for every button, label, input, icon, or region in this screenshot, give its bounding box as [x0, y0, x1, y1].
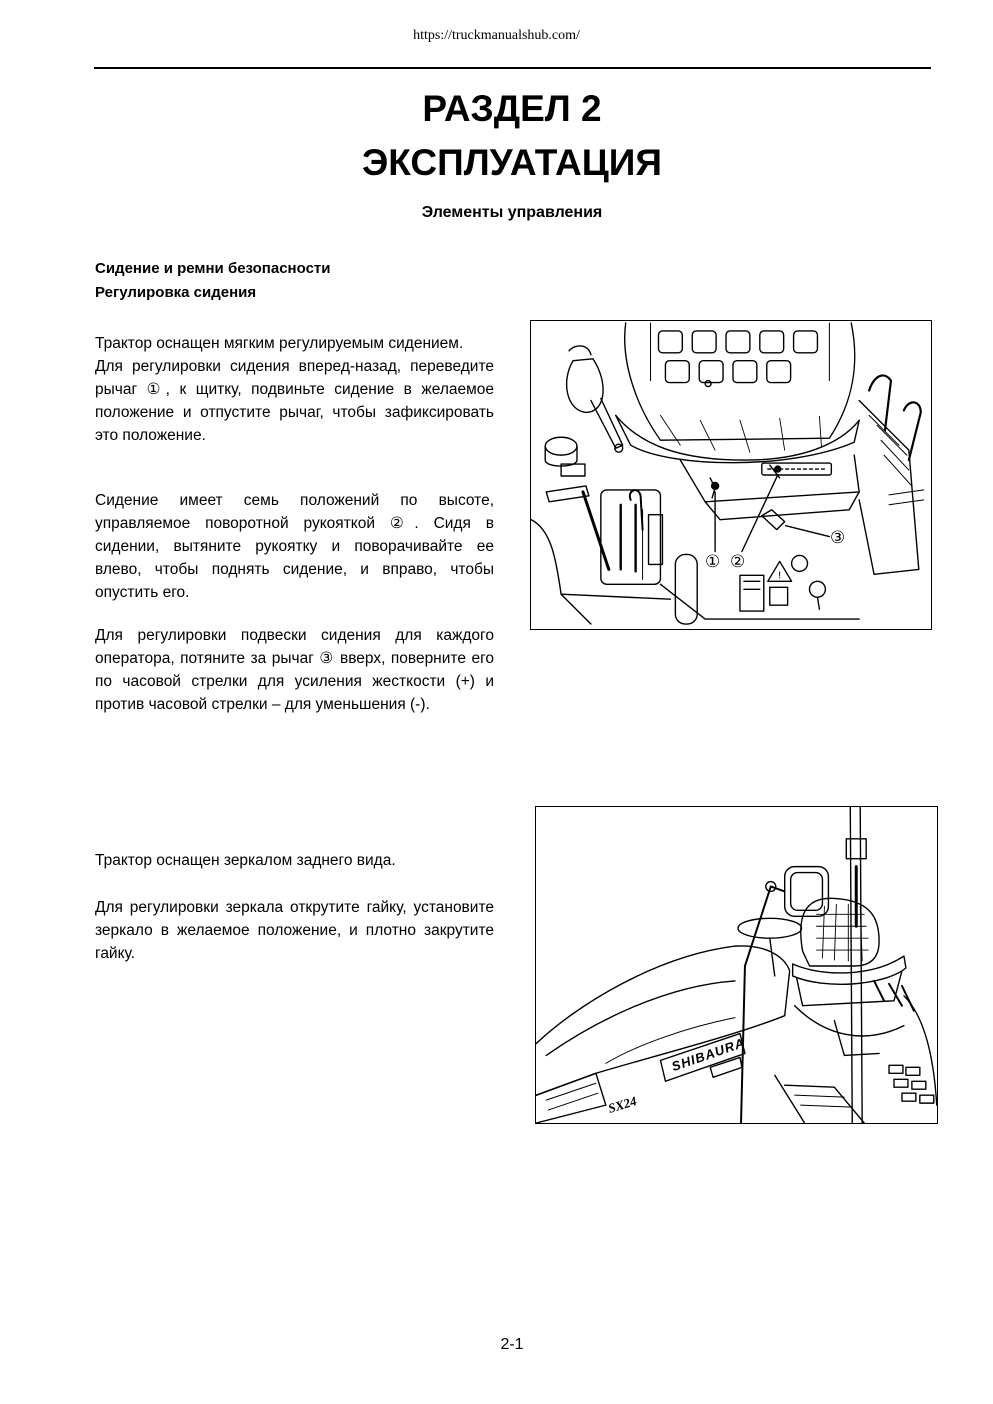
section-name-title: ЭКСПЛУАТАЦИЯ — [361, 142, 662, 183]
section-number-title: РАЗДЕЛ 2 — [422, 88, 602, 129]
tractor-brand-decal: SHIBAURA — [669, 1034, 747, 1075]
heading-seat-belts: Сидение и ремни безопасности — [95, 260, 331, 277]
paragraph-mirror-intro: Трактор оснащен зеркалом заднего вида. — [95, 852, 396, 869]
svg-text:!: ! — [777, 570, 782, 582]
section-subtitle: Элементы управления — [421, 204, 603, 221]
tractor-model-decal: SX24 — [606, 1093, 639, 1116]
callout-3: ③ — [830, 528, 846, 548]
page-number: 2-1 — [500, 1336, 524, 1353]
heading-seat-adjustment: Регулировка сидения — [95, 284, 257, 301]
paragraph-seat-height: Сидение имеет семь положений по высоте, управляемое поворотной рукояткой ②. Сидя в сидении, вытяните рукоятку и поворачивайте ее влево, чтобы поднять сидение, и вправо, чтобы опустить его. — [95, 492, 494, 601]
callout-2: ② — [730, 552, 746, 572]
paragraph-seat-suspension: Для регулировки подвески сидения для каждого оператора, потяните за рычаг ③ вверх, поверните его по часовой стрелки для усиления жесткости (+) и против часовой стрелки – для уменьшения (-). — [95, 627, 494, 713]
paragraph-seat-fore-aft: Трактор оснащен мягким регулируемым сидением. Для регулировки сидения вперед-назад, переведите рычаг ①, к щитку, подвиньте сидение в желаемое положение и отпустите рычаг, чтобы зафиксировать это положение. — [95, 335, 494, 444]
tractor-mirror-illustration — [535, 806, 938, 1124]
paragraph-mirror-adjust: Для регулировки зеркала открутите гайку, установите зеркало в желаемое положение, и плотно закрутите гайку. — [95, 899, 494, 962]
seat-controls-illustration — [530, 320, 932, 630]
callout-1: ① — [705, 552, 721, 572]
header-rule — [94, 67, 931, 69]
source-url: https://truckmanualshub.com/ — [413, 28, 580, 43]
